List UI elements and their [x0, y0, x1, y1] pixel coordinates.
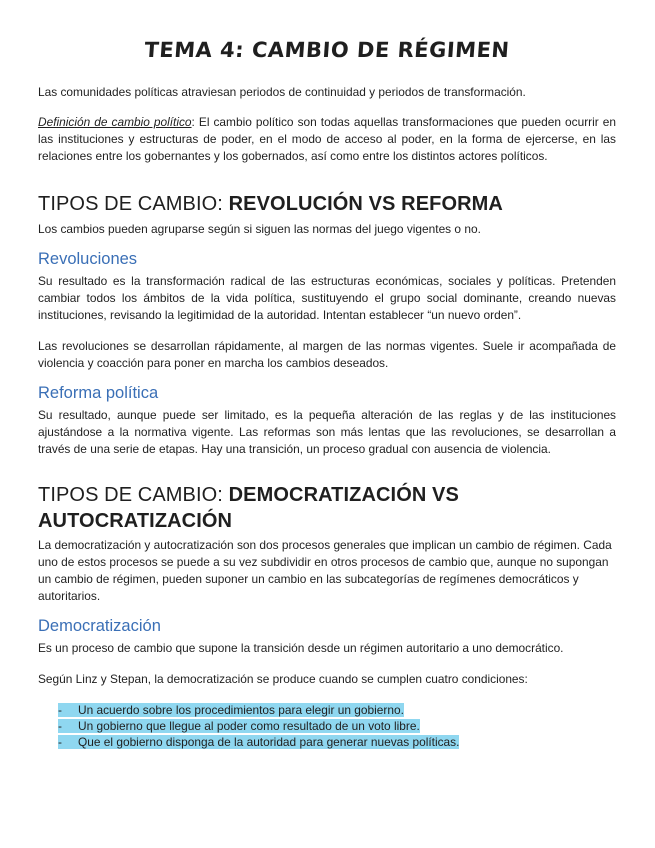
list-item	[58, 702, 616, 718]
bullet-dash: -	[58, 735, 62, 749]
section1-intro: Los cambios pueden agruparse según si siguen las normas del juego vigentes o no.	[38, 222, 481, 236]
intro-paragraph: Las comunidades políticas atraviesan periodos de continuidad y periodos de transformación.	[38, 85, 526, 99]
list-item	[58, 718, 616, 734]
reforma-paragraph: Su resultado, aunque puede ser limitado, es la pequeña alteración de las reglas y de las instituciones ajustándose a la normativa vigente. Las reformas son más lentas que las revoluciones, se desarrollan a través de una serie de etapas. Hay una transición, un proceso gradual con ausencia de violencia.	[38, 408, 616, 456]
democratizacion-paragraph-2: Según Linz y Stepan, la democratización se produce cuando se cumplen cuatro condiciones:	[38, 672, 528, 686]
subheading-reforma-politica: Reforma política	[38, 384, 159, 402]
document-page	[38, 38, 616, 750]
subheading-democratizacion: Democratización	[38, 617, 161, 635]
definition-text: : El cambio político son todas aquellas transformaciones que pueden ocurrir en las instituciones y estructuras de poder, en el modo de acceso al poder, en la forma de ejercerse, en las relaciones entre los gobernantes y los gobernados, así como entre los distintos actores políticos.	[38, 115, 616, 163]
condition-text: Que el gobierno disponga de la autoridad para generar nuevas políticas.	[78, 735, 460, 749]
subheading-revoluciones: Revoluciones	[38, 250, 138, 268]
conditions-list	[38, 702, 616, 750]
bullet-dash: -	[58, 719, 62, 733]
condition-text: Un acuerdo sobre los procedimientos para elegir un gobierno.	[78, 703, 404, 717]
bullet-dash: -	[58, 703, 62, 717]
section2-intro: La democratización y autocratización son dos procesos generales que implican un cambio de régimen. Cada uno de estos procesos se puede a su vez subdividir en otros procesos de cambio que, aunque no supongan un cambio de régimen, pueden suponer un cambio en las subcategorías de regímenes democráticos y autoritarios.	[38, 538, 612, 603]
section-heading-revolucion-reforma	[38, 191, 616, 217]
page-title: TEMA 4: CAMBIO DE RÉGIMEN	[143, 38, 511, 62]
definition-paragraph	[38, 114, 616, 165]
definition-label: Definición de cambio político	[38, 115, 192, 129]
section1-heading-prefix: TIPOS DE CAMBIO:	[38, 193, 229, 215]
condition-text: Un gobierno que llegue al poder como resultado de un voto libre.	[78, 719, 420, 733]
section2-heading-bold: DEMOCRATIZACIÓN VS AUTOCRATIZACIÓN	[38, 484, 459, 532]
democratizacion-paragraph-1: Es un proceso de cambio que supone la transición desde un régimen autoritario a uno democrático.	[38, 641, 564, 655]
section-heading-democratizacion-autocratizacion	[38, 482, 468, 534]
list-item	[58, 734, 616, 750]
revoluciones-paragraph-2: Las revoluciones se desarrollan rápidamente, al margen de las normas vigentes. Suele ir acompañada de violencia y coacción para poner en marcha los cambios deseados.	[38, 339, 616, 370]
section2-heading-prefix: TIPOS DE CAMBIO:	[38, 484, 229, 506]
revoluciones-paragraph-1: Su resultado es la transformación radical de las estructuras económicas, sociales y políticas. Pretenden cambiar todos los ámbitos de la vida política, sustituyendo el grupo social dominante, creando nuevas instituciones, revisando la legitimidad de la autoridad. Intentan establecer “un nuevo orden”.	[38, 274, 616, 322]
section1-heading-bold: REVOLUCIÓN VS REFORMA	[228, 193, 503, 215]
